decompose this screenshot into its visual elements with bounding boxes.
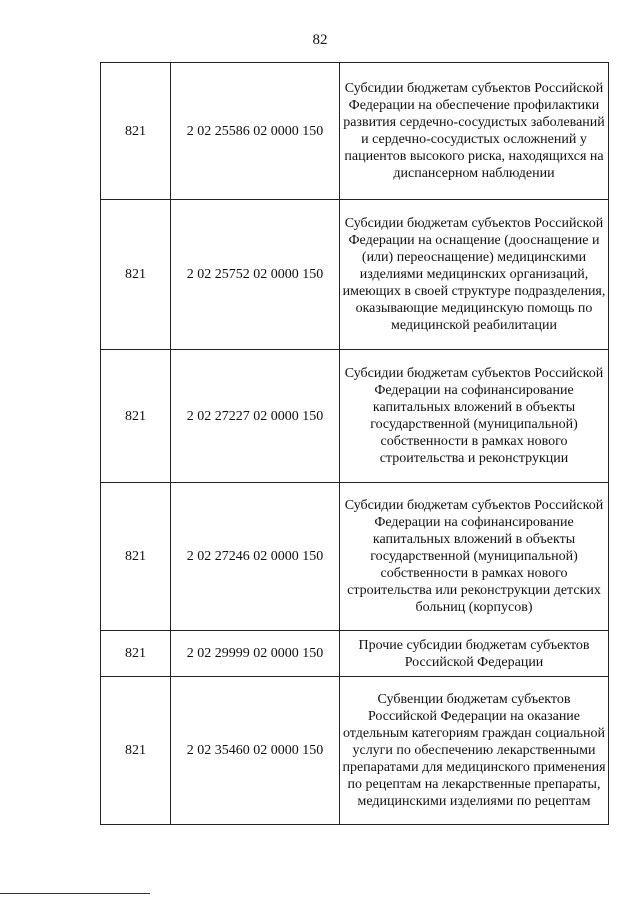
kbk-code-cell: 2 02 27227 02 0000 150 xyxy=(171,350,340,483)
table-row xyxy=(101,677,609,825)
kbk-code-cell: 2 02 29999 02 0000 150 xyxy=(171,631,340,677)
table-row xyxy=(101,350,609,483)
admin-code-cell: 821 xyxy=(101,483,171,631)
admin-code-cell: 821 xyxy=(101,63,171,200)
kbk-code-cell: 2 02 25586 02 0000 150 xyxy=(171,63,340,200)
footnote-separator xyxy=(0,893,150,894)
budget-classification-table xyxy=(100,62,609,825)
description-cell: Прочие субсидии бюджетам субъектов Российской Федерации xyxy=(340,631,609,677)
kbk-code-cell: 2 02 25752 02 0000 150 xyxy=(171,200,340,350)
description-cell: Субсидии бюджетам субъектов Российской Федерации на оснащение (дооснащение и (или) переоснащение) медицинскими изделиями медицинских организаций, имеющих в своей структуре подразделения, оказывающие медицинскую помощь по медицинской реабилитации xyxy=(340,200,609,350)
page-number: 82 xyxy=(312,32,328,48)
description-cell: Субсидии бюджетам субъектов Российской Федерации на софинансирование капитальных вложений в объекты государственной (муниципальной) собственности в рамках нового строительства или реконструкции детских больниц (корпусов) xyxy=(340,483,609,631)
admin-code-cell: 821 xyxy=(101,631,171,677)
description-cell: Субвенции бюджетам субъектов Российской Федерации на оказание отдельным категориям граждан социальной услуги по обеспечению лекарственными препаратами для медицинского применения по рецептам на лекарственные препараты, медицинскими изделиями по рецептам xyxy=(340,677,609,825)
admin-code-cell: 821 xyxy=(101,677,171,825)
table-row xyxy=(101,200,609,350)
description-cell: Субсидии бюджетам субъектов Российской Федерации на софинансирование капитальных вложений в объекты государственной (муниципальной) собственности в рамках нового строительства и реконструкции xyxy=(340,350,609,483)
table-row xyxy=(101,483,609,631)
table-row xyxy=(101,631,609,677)
description-cell: Субсидии бюджетам субъектов Российской Федерации на обеспечение профилактики развития сердечно-сосудистых заболеваний и сердечно-сосудистых осложнений у пациентов высокого риска, находящихся на диспансерном наблюдении xyxy=(340,63,609,200)
kbk-code-cell: 2 02 27246 02 0000 150 xyxy=(171,483,340,631)
kbk-code-cell: 2 02 35460 02 0000 150 xyxy=(171,677,340,825)
admin-code-cell: 821 xyxy=(101,200,171,350)
table-row xyxy=(101,63,609,200)
admin-code-cell: 821 xyxy=(101,350,171,483)
